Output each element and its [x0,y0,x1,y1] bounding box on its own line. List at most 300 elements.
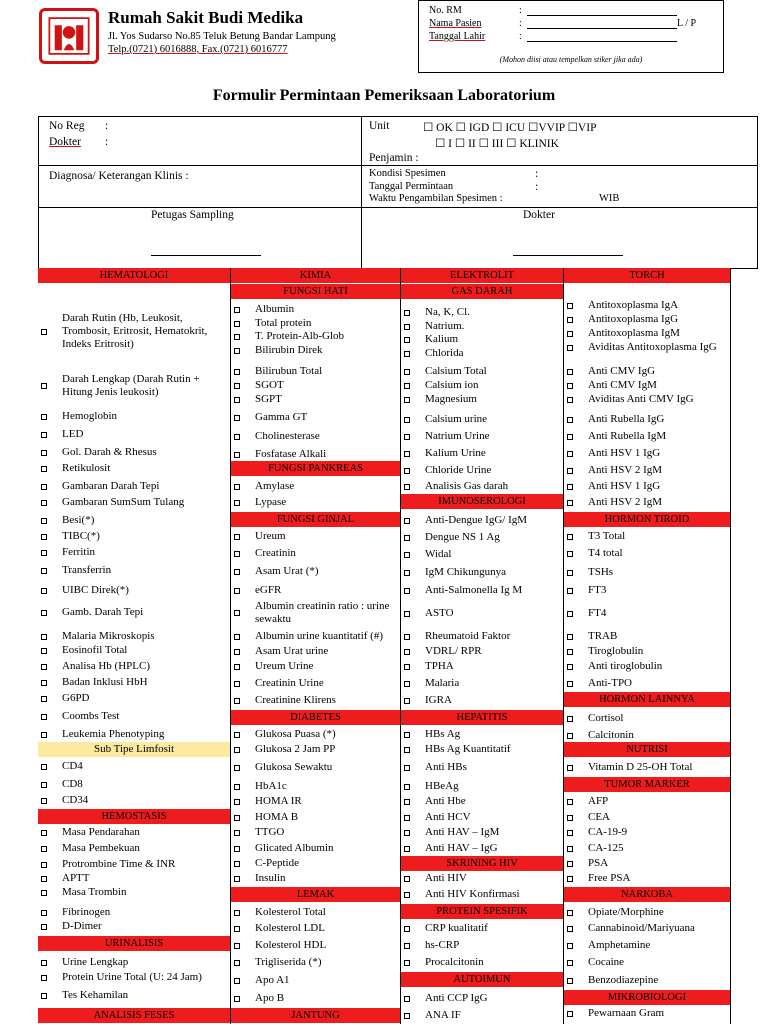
test-label: eGFR [255,584,282,596]
test-label: Antitoxoplasma IgG [588,313,679,325]
test-label: Besi(*) [62,514,95,526]
test-label: Widal [425,548,452,560]
gender-label: L / P [677,18,697,29]
petugas-signature-line[interactable] [151,255,261,256]
checkbox[interactable] [234,484,240,490]
checkbox[interactable] [567,588,573,594]
test-label: Gamma GT [255,411,308,423]
checkbox[interactable] [41,534,47,540]
checkbox[interactable] [567,926,573,932]
checkbox[interactable] [404,417,410,423]
checkbox[interactable] [41,329,47,335]
test-label: Ureum Urine [255,660,314,672]
checkbox[interactable] [567,634,573,640]
checkbox[interactable] [567,451,573,457]
checkbox[interactable] [404,943,410,949]
checkbox[interactable] [567,317,573,323]
test-label: Gol. Darah & Rhesus [62,446,157,458]
checkbox[interactable] [567,611,573,617]
checkbox[interactable] [234,876,240,882]
test-label: CD34 [62,794,89,806]
checkbox[interactable] [234,551,240,557]
checkbox[interactable] [41,910,47,916]
section-header: SKRINING HIV [401,856,563,871]
checkbox[interactable] [404,324,410,330]
checkbox[interactable] [234,910,240,916]
checkbox[interactable] [41,862,47,868]
test-label: PSA [588,857,609,869]
test-label: Anti HIV [425,872,467,884]
checkbox[interactable] [41,890,47,896]
test-label: Anti-Salmonella Ig M [425,584,523,596]
checkbox[interactable] [567,551,573,557]
section-header: GAS DARAH [401,284,563,299]
checkbox[interactable] [41,466,47,472]
section-header: HEMOSTASIS [38,809,230,824]
checkbox[interactable] [41,383,47,389]
logo-emblem-icon [42,11,96,61]
tanggal-lahir-label: Tanggal Lahir [429,31,486,42]
sticker-note: (Mohon diisi atau tempelkan stiker jika ada) [499,55,643,64]
test-label: Benzodiazepine [588,974,659,986]
checkbox[interactable] [234,996,240,1002]
test-label: LED [62,428,84,440]
test-label: Bilirubun Total [255,365,323,377]
test-label: Albumin [255,303,295,315]
checkbox[interactable] [404,552,410,558]
test-label: Free PSA [588,872,631,884]
checkbox[interactable] [404,351,410,357]
checkbox[interactable] [567,733,573,739]
test-label: Creatinin Urine [255,677,324,689]
checkbox[interactable] [41,975,47,981]
checkbox[interactable] [404,634,410,640]
test-label: Insulin [255,872,286,884]
checkbox[interactable] [567,417,573,423]
test-label: HbA1c [255,780,287,792]
checkbox[interactable] [234,321,240,327]
test-label: Malaria [425,677,460,689]
test-label: Calsium ion [425,379,479,391]
petugas-sampling-label: Petugas Sampling [151,209,234,221]
checkbox[interactable] [41,782,47,788]
checkbox[interactable] [41,696,47,702]
test-label: Darah Rutin (Hb, Leukosit, Trombosit, Eritrosit, Hematokrit, Indeks Eritrosit) [62,312,208,350]
checkbox[interactable] [234,784,240,790]
test-label: Gamb. Darah Tepi [62,606,144,618]
checkbox[interactable] [234,664,240,670]
test-label: HBeAg [425,780,459,792]
test-label: Masa Pembekuan [62,842,140,854]
checkbox[interactable] [404,369,410,375]
checkbox[interactable] [404,397,410,403]
checkbox[interactable] [234,434,240,440]
checkbox[interactable] [41,610,47,616]
test-label: Bilirubin Direk [255,344,323,356]
checkbox[interactable] [41,634,47,640]
section-header: HORMON LAINNYA [564,692,730,707]
test-label: Anti HSV 1 IgG [588,480,661,492]
test-label: T4 total [588,547,623,559]
dokter-sign-label: Dokter [523,209,555,221]
checkbox[interactable] [404,383,410,389]
test-label: Masa Pendarahan [62,826,140,838]
section-header: FUNGSI PANKREAS [231,461,400,476]
test-label: hs-CRP [425,939,460,951]
test-label: FT4 [588,607,607,619]
checkbox[interactable] [234,649,240,655]
checkbox[interactable] [404,468,410,474]
test-label: Cholinesterase [255,430,320,442]
request-info-grid: No Reg : Dokter : Unit ☐ OK ☐ IGD ☐ ICU ☐VVIP ☐VIP ☐ I ☐ II ☐ III ☐ KLINIK Penjamin : Diagnosa/ Keterangan Klinis : Kondisi Spesimen : Tanggal Permintaan : Waktu Pengambilan Spesimen : WIB Petugas Sampling Dokter [38,116,758,269]
test-label: Tiroglobulin [588,645,644,657]
checkbox[interactable] [234,960,240,966]
no-rm-field[interactable] [527,15,677,16]
checkbox[interactable] [234,334,240,340]
test-label: Anti-Dengue IgG/ IgM [425,514,528,526]
checkbox[interactable] [404,535,410,541]
checkbox[interactable] [404,451,410,457]
checkbox[interactable] [234,861,240,867]
checkbox[interactable] [404,926,410,932]
section-header: URINALISIS [38,936,230,951]
checkbox[interactable] [234,698,240,704]
test-label: Anti CMV IgG [588,365,656,377]
checkbox[interactable] [404,588,410,594]
test-label: Anti HIV Konfirmasi [425,888,520,900]
checkbox[interactable] [41,960,47,966]
checkbox[interactable] [41,664,47,670]
checkbox[interactable] [567,369,573,375]
checkbox[interactable] [567,1011,573,1017]
dokter-signature-line[interactable] [513,255,623,256]
test-label: IGRA [425,694,452,706]
section-header: MIKROBIOLOGI [564,990,730,1005]
unit-options-row2[interactable]: ☐ I ☐ II ☐ III ☐ KLINIK [435,138,559,150]
checkbox[interactable] [567,500,573,506]
checkbox[interactable] [567,434,573,440]
checkbox[interactable] [567,303,573,309]
section-header: ELEKTROLIT [401,268,563,283]
checkbox[interactable] [41,484,47,490]
test-label: Glukosa 2 Jam PP [255,743,336,755]
checkbox[interactable] [404,649,410,655]
section-header: PROTEIN SPESIFIK [401,904,563,919]
checkbox[interactable] [567,331,573,337]
checkbox[interactable] [234,610,240,616]
checkbox[interactable] [404,518,410,524]
test-label: Glicated Albumin [255,842,334,854]
nama-pasien-field[interactable] [527,28,677,29]
test-label: HBs Ag [425,728,461,740]
checkbox[interactable] [567,815,573,821]
test-label: CRP kualitatif [425,922,488,934]
test-label: Cortisol [588,712,624,724]
test-label: Natrium. [425,320,465,332]
checkbox[interactable] [404,337,410,343]
test-label: Anti Rubella IgG [588,413,665,425]
unit-options-row1[interactable]: ☐ OK ☐ IGD ☐ ICU ☐VVIP ☐VIP [423,122,597,134]
test-label: Asam Urat urine [255,645,329,657]
test-label: SGPT [255,393,282,405]
checkbox[interactable] [234,500,240,506]
test-label: TSHs [588,566,614,578]
checkbox[interactable] [404,484,410,490]
test-label: Asam Urat (*) [255,565,319,577]
hospital-logo [39,8,99,64]
test-label: Calcitonin [588,729,634,741]
address-line: Jl. Yos Sudarso No.85 Teluk Betung Bandar Lampung [108,31,336,42]
test-label: Calsium Total [425,365,487,377]
checkbox[interactable] [41,518,47,524]
test-label: HOMA IR [255,795,302,807]
checkbox[interactable] [567,649,573,655]
test-label: Kolesterol HDL [255,939,327,951]
test-label: Pewarnaan Gram [588,1007,665,1019]
checkbox[interactable] [41,414,47,420]
checkbox[interactable] [404,570,410,576]
checkbox[interactable] [567,570,573,576]
checkbox[interactable] [404,732,410,738]
test-label: Anti HSV 1 IgG [588,447,661,459]
checkbox[interactable] [567,960,573,966]
checkbox[interactable] [404,892,410,898]
section-header: HORMON TIROID [564,512,730,527]
test-label: Anti HAV – IgM [425,826,500,838]
checkbox[interactable] [404,310,410,316]
section-header: HEPATITIS [401,710,563,725]
test-label: Aviditas Antitoxoplasma IgG [588,341,717,353]
checkbox[interactable] [404,765,410,771]
checkbox[interactable] [234,534,240,540]
test-label: C-Peptide [255,857,299,869]
test-label: ASTO [425,607,454,619]
test-label: Coombs Test [62,710,120,722]
test-label: VDRL/ RPR [425,645,482,657]
section-header: JANTUNG [231,1008,400,1023]
checkbox[interactable] [41,568,47,574]
checkbox[interactable] [234,369,240,375]
test-label: T. Protein-Alb-Glob [255,330,345,342]
checkbox[interactable] [41,924,47,930]
checkbox[interactable] [567,716,573,722]
checkbox[interactable] [404,799,410,805]
checkbox[interactable] [41,764,47,770]
test-label: Glukosa Puasa (*) [255,728,336,740]
test-label: Vitamin D 25-OH Total [588,761,693,773]
checkbox[interactable] [404,996,410,1002]
test-label: Albumin creatinin ratio : urine sewaktu [255,600,390,625]
checkbox[interactable] [41,846,47,852]
checkbox[interactable] [567,468,573,474]
checkbox[interactable] [404,876,410,882]
test-label: Chlorida [425,347,464,359]
test-label: Badan Inklusi HbH [62,676,148,688]
checkbox[interactable] [567,345,573,351]
test-label: Fibrinogen [62,906,111,918]
column-torch [564,268,730,1024]
checkbox[interactable] [234,397,240,403]
test-label: Magnesium [425,393,477,405]
checkbox[interactable] [567,664,573,670]
checkbox[interactable] [567,861,573,867]
test-label: Opiate/Morphine [588,906,664,918]
test-label: Apo A1 [255,974,290,986]
test-label: Masa Trombin [62,886,127,898]
checkbox[interactable] [41,830,47,836]
test-label: Rheumatoid Faktor [425,630,511,642]
test-label: Darah Lengkap (Darah Rutin + Hitung Jenis leukosit) [62,373,200,398]
checkbox[interactable] [567,910,573,916]
test-label: Antitoxoplasma IgM [588,327,680,339]
test-label: CD8 [62,778,83,790]
checkbox[interactable] [41,714,47,720]
section-header: TUMOR MARKER [564,777,730,792]
patient-id-box: No. RM : Nama Pasien : L / P Tanggal Lahir : (Mohon diisi atau tempelkan stiker jika ada) [418,0,724,73]
checkbox[interactable] [234,765,240,771]
test-label: Anti tiroglobulin [588,660,663,672]
test-label: Analisis Gas darah [425,480,509,492]
checkbox[interactable] [404,784,410,790]
checkbox[interactable] [404,698,410,704]
checkbox[interactable] [567,830,573,836]
test-label: Antitoxoplasma IgA [588,299,679,311]
test-label: Kolesterol LDL [255,922,325,934]
checkbox[interactable] [567,383,573,389]
checkbox[interactable] [234,846,240,852]
checkbox[interactable] [404,846,410,852]
section-header: DIABETES [231,710,400,725]
test-label: Kalium [425,333,458,345]
checkbox[interactable] [41,588,47,594]
test-label: Eosinofil Total [62,644,128,656]
checkbox[interactable] [234,926,240,932]
checkbox[interactable] [234,978,240,984]
checkbox[interactable] [234,681,240,687]
test-label: Anti CMV IgM [588,379,657,391]
checkbox[interactable] [404,434,410,440]
hospital-address [108,30,336,56]
checkbox[interactable] [234,732,240,738]
test-label: TPHA [425,660,454,672]
checkbox[interactable] [41,798,47,804]
test-label: Amphetamine [588,939,651,951]
checkbox[interactable] [234,830,240,836]
checkbox[interactable] [234,383,240,389]
checkbox[interactable] [234,348,240,354]
checkbox[interactable] [567,799,573,805]
subsection-header: Sub Tipe Limfosit [38,742,230,757]
no-reg-label: No Reg [49,120,85,132]
checkbox[interactable] [41,500,47,506]
test-label: Anti HSV 2 IgM [588,464,663,476]
test-label: G6PD [62,692,90,704]
checkbox[interactable] [404,747,410,753]
checkbox[interactable] [234,307,240,313]
waktu-pengambilan-label: Waktu Pengambilan Spesimen : [369,193,503,204]
checkbox[interactable] [234,943,240,949]
test-label: Natrium Urine [425,430,490,442]
checkbox[interactable] [567,978,573,984]
checkbox[interactable] [41,876,47,882]
test-label: APTT [62,872,90,884]
test-label: Transferrin [62,564,112,576]
test-label: Urine Lengkap [62,956,129,968]
test-label: CEA [588,811,610,823]
checkbox[interactable] [404,815,410,821]
wib-label: WIB [599,193,620,204]
test-label: Protein Urine Total (U: 24 Jam) [62,971,202,983]
checkbox[interactable] [404,960,410,966]
checkbox[interactable] [567,876,573,882]
test-label: Creatinine Klirens [255,694,336,706]
no-rm-label: No. RM [429,5,462,16]
checkbox[interactable] [404,1013,410,1019]
test-label: Apo B [255,992,285,1004]
checkbox[interactable] [41,993,47,999]
checkbox[interactable] [41,732,47,738]
diagnosa-label: Diagnosa/ Keterangan Klinis : [49,170,189,182]
checkbox[interactable] [404,681,410,687]
checkbox[interactable] [41,550,47,556]
checkbox[interactable] [567,943,573,949]
checkbox[interactable] [567,681,573,687]
checkbox[interactable] [234,569,240,575]
checkbox[interactable] [567,765,573,771]
checkbox[interactable] [41,648,47,654]
test-label: Ferritin [62,546,95,558]
penjamin-label: Penjamin : [369,152,419,164]
checkbox[interactable] [567,534,573,540]
checkbox[interactable] [41,450,47,456]
checkbox[interactable] [234,815,240,821]
test-label: UIBC Direk(*) [62,584,129,596]
test-label: Chloride Urine [425,464,492,476]
test-label: Gambaran SumSum Tulang [62,496,185,508]
checkbox[interactable] [234,799,240,805]
test-label: Anti HAV – IgG [425,842,498,854]
checkbox[interactable] [404,830,410,836]
checkbox[interactable] [234,415,240,421]
section-header: NARKOBA [564,887,730,902]
checkbox[interactable] [567,846,573,852]
test-label: HBs Ag Kuantitatif [425,743,511,755]
checkbox[interactable] [404,611,410,617]
checkbox[interactable] [41,432,47,438]
tanggal-lahir-field[interactable] [527,41,677,42]
checkbox[interactable] [404,664,410,670]
checkbox[interactable] [567,397,573,403]
test-label: Dengue NS 1 Ag [425,531,500,543]
test-label: ANA IF [425,1009,461,1021]
checkbox[interactable] [567,484,573,490]
checkbox[interactable] [234,588,240,594]
checkbox[interactable] [234,634,240,640]
section-header: FUNGSI GINJAL [231,512,400,527]
section-header: FUNGSI HATI [231,284,400,299]
phone-line: Telp.(0721) 6016888, Fax.(0721) 6016777 [108,44,288,55]
test-label: Anti Rubella IgM [588,430,667,442]
test-label: T3 Total [588,530,626,542]
checkbox[interactable] [234,747,240,753]
test-label: Anti HSV 2 IgM [588,496,663,508]
checkbox[interactable] [41,680,47,686]
test-label: AFP [588,795,609,807]
checkbox[interactable] [234,452,240,458]
section-header: IMUNOSEROLOGI [401,494,563,509]
test-label: Fosfatase Alkali [255,448,327,460]
test-label: Calsium urine [425,413,488,425]
